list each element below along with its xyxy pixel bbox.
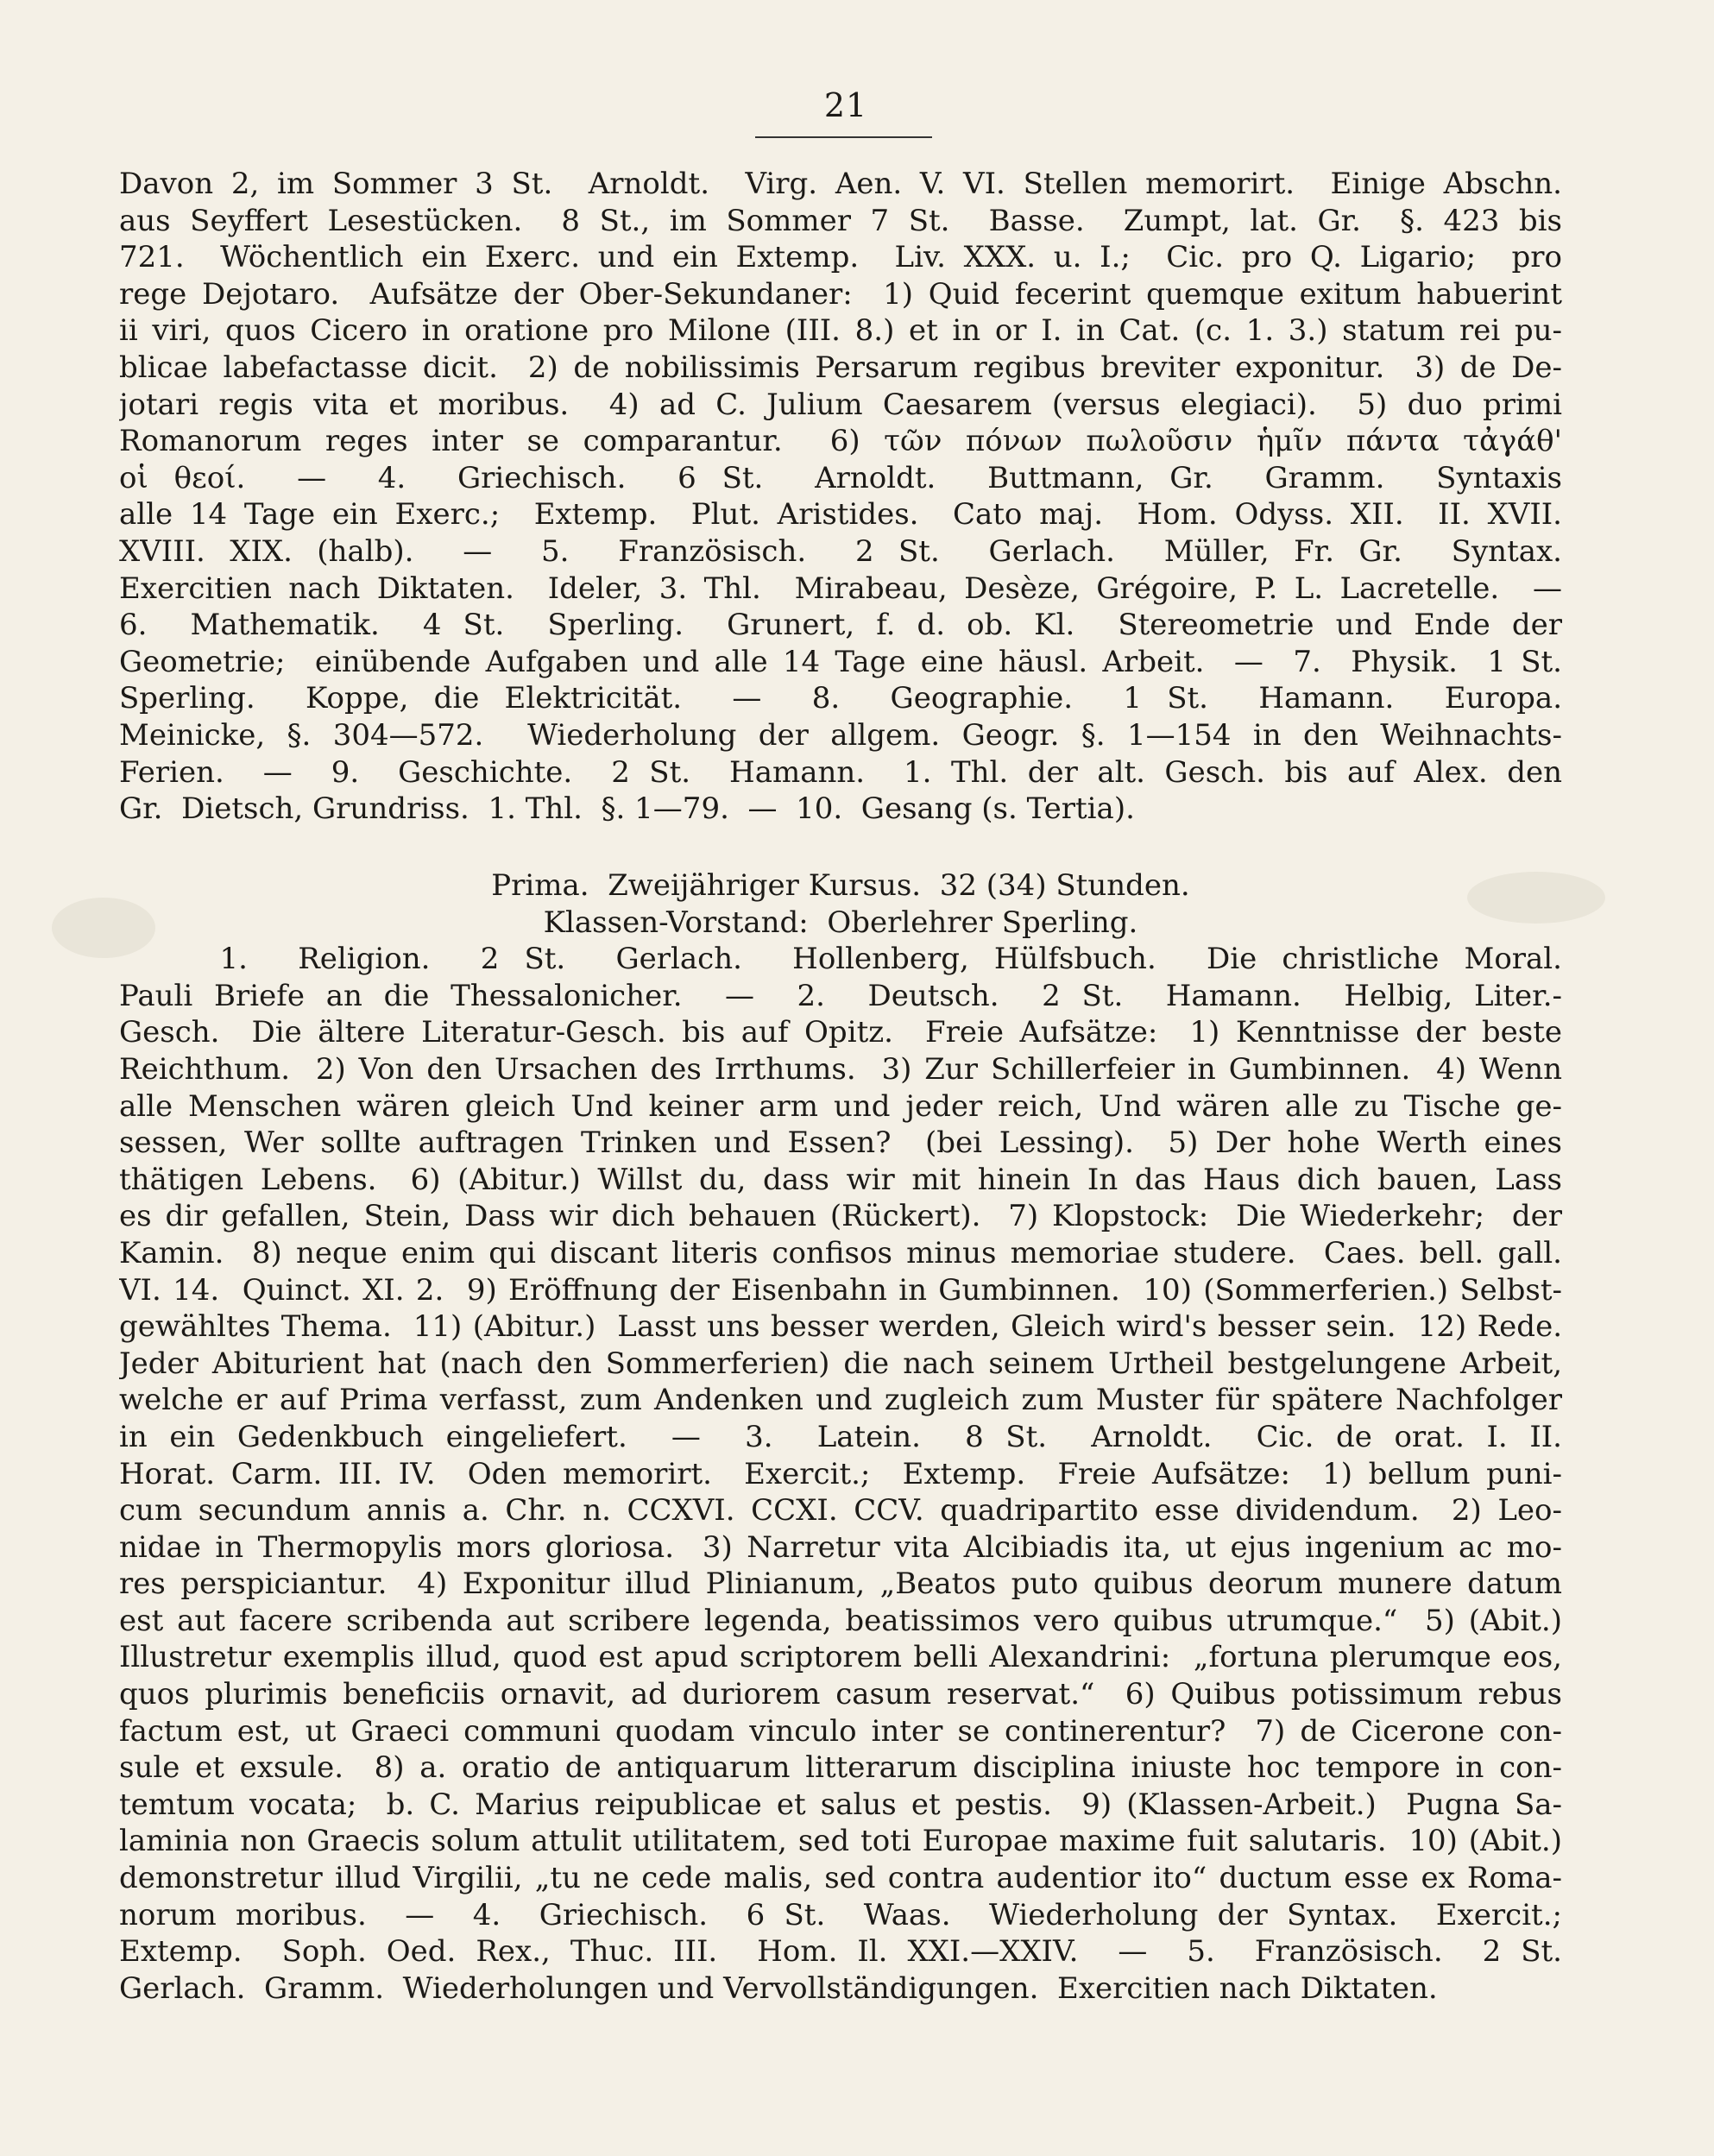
text-line: laminia non Graecis solum attulit utilitatem, sed toti Europae maxime fuit salutaris. 10) (Abit.) (119, 1824, 1562, 1859)
text-line: 6. Mathematik. 4 St. Sperling. Grunert, f. d. ob. Kl. Stereometrie und Ende der (119, 608, 1562, 643)
text-line: Geometrie; einübende Aufgaben und alle 14 Tage eine häusl. Arbeit. — 7. Physik. 1 St. (119, 644, 1562, 679)
text-line: sule et exsule. 8) a. oratio de antiquarum litterarum disciplina iniuste hoc tempore in con- (119, 1750, 1562, 1786)
text-line: gewähltes Thema. 11) (Abitur.) Lasst uns besser werden, Gleich wird's besser sein. 12) Rede. (119, 1309, 1562, 1345)
text-line: sessen, Wer sollte auftragen Trinken und Essen? (bei Lessing). 5) Der hohe Werth eines (119, 1125, 1562, 1161)
text-line: alle 14 Tage ein Exerc.; Extemp. Plut. Aristides. Cato maj. Hom. Odyss. XII. II. XVII. (119, 497, 1562, 533)
text-line: in ein Gedenkbuch eingeliefert. — 3. Latein. 8 St. Arnoldt. Cic. de orat. I. II. (119, 1419, 1562, 1454)
text-line: Ferien. — 9. Geschichte. 2 St. Hamann. 1. Thl. der alt. Gesch. bis auf Alex. den (119, 754, 1562, 790)
text-line: Davon 2, im Sommer 3 St. Arnoldt. Virg. Aen. V. VI. Stellen memorirt. Einige Abschn. (119, 167, 1562, 201)
text-line: 1. Religion. 2 St. Gerlach. Hollenberg, Hülfsbuch. Die christliche Moral. (119, 942, 1562, 977)
text-line: nidae in Thermopylis mors gloriosa. 3) Narretur vita Alcibiadis ita, ut ejus ingenium ac mo- (119, 1529, 1562, 1565)
text-line: Jeder Abiturient hat (nach den Sommerferien) die nach seinem Urtheil bestgelungene Arbeit, (119, 1346, 1562, 1381)
text-line: temtum vocata; b. C. Marius reipublicae et salus et pestis. 9) (Klassen-Arbeit.) Pugna Sa- (119, 1787, 1562, 1822)
curriculum-text-upper (119, 166, 1562, 828)
text-line: norum moribus. — 4. Griechisch. 6 St. Waas. Wiederholung der Syntax. Exercit.; (119, 1897, 1562, 1932)
text-line: Horat. Carm. III. IV. Oden memorirt. Exercit.; Extemp. Freie Aufsätze: 1) bellum puni- (119, 1456, 1562, 1491)
text-line: Extemp. Soph. Oed. Rex., Thuc. III. Hom. Il. XXI.—XXIV. — 5. Französisch. 2 St. (119, 1934, 1562, 1970)
text-line: cum secundum annis a. Chr. n. CCXVI. CCXI. CCV. quadripartito esse dividendum. 2) Leo- (119, 1493, 1562, 1529)
text-line: alle Menschen wären gleich Und keiner arm und jeder reich, Und wären alle zu Tische ge- (119, 1088, 1562, 1124)
text-line: Meinicke, §. 304—572. Wiederholung der allgem. Geogr. §. 1—154 in den Weihnachts- (119, 717, 1562, 753)
text-line: es dir gefallen, Stein, Dass wir dich behauen (Rückert). 7) Klopstock: Die Wiederkehr; der (119, 1199, 1562, 1234)
text-line: Gesch. Die ältere Literatur-Gesch. bis auf Opitz. Freie Aufsätze: 1) Kenntnisse der beste (119, 1015, 1562, 1050)
text-line: rege Dejotaro. Aufsätze der Ober-Sekundaner: 1) Quid fecerint quemque exitum habuerint (119, 276, 1562, 312)
prima-subheading: Klassen-Vorstand: Oberlehrer Sperling. (543, 905, 1138, 940)
text-line: VI. 14. Quinct. XI. 2. 9) Eröffnung der Eisenbahn in Gumbinnen. 10) (Sommerferien.) Selbst- (119, 1272, 1562, 1308)
text-line: Pauli Briefe an die Thessalonicher. — 2. Deutsch. 2 St. Hamann. Helbig, Liter.- (119, 978, 1562, 1013)
text-line: Gerlach. Gramm. Wiederholungen und Vervollständigungen. Exercitien nach Diktaten. (119, 1970, 1438, 2006)
text-line: factum est, ut Graeci communi quodam vinculo inter se continerentur? 7) de Cicerone con- (119, 1713, 1562, 1749)
prima-heading: Prima. Zweijähriger Kursus. 32 (34) Stunden. (491, 868, 1190, 903)
page-number-rule (755, 136, 932, 138)
text-line: thätigen Lebens. 6) (Abitur.) Willst du, dass wir mit hinein In das Haus dich bauen, Lass (119, 1162, 1562, 1197)
text-line: 721. Wöchentlich ein Exerc. und ein Extemp. Liv. XXX. u. I.; Cic. pro Q. Ligario; pro (119, 240, 1562, 275)
text-line: est aut facere scribenda aut scribere legenda, beatissimos vero quibus utrumque.“ 5) (Abit.) (119, 1603, 1562, 1638)
text-line: jotari regis vita et moribus. 4) ad C. Julium Caesarem (versus elegiaci). 5) duo primi (119, 387, 1562, 422)
text-line: Gr. Dietsch, Grundriss. 1. Thl. §. 1—79. — 10. Gesang (s. Tertia). (119, 791, 1135, 827)
page-number: 21 (823, 86, 868, 124)
text-line: Kamin. 8) neque enim qui discant literis confisos minus memoriae studere. Caes. bell. gall. (119, 1235, 1562, 1270)
text-line: XVIII. XIX. (halb). — 5. Französisch. 2 St. Gerlach. Müller, Fr. Gr. Syntax. (119, 533, 1562, 569)
text-line: res perspiciantur. 4) Exponitur illud Plinianum, „Beatos puto quibus deorum munere datum (119, 1567, 1562, 1602)
prima-section (119, 867, 1562, 2007)
text-line: blicae labefactasse dicit. 2) de nobilissimis Persarum regibus breviter exponitur. 3) de De- (119, 350, 1562, 385)
text-line: Sperling. Koppe, die Elektricität. — 8. Geographie. 1 St. Hamann. Europa. (119, 681, 1562, 716)
text-line: Reichthum. 2) Von den Ursachen des Irrthums. 3) Zur Schillerfeier in Gumbinnen. 4) Wenn (119, 1051, 1562, 1087)
text-line: οἱ θεοί. — 4. Griechisch. 6 St. Arnoldt. Buttmann, Gr. Gramm. Syntaxis (119, 460, 1562, 495)
text-line: welche er auf Prima verfasst, zum Andenken und zugleich zum Muster für spätere Nachfolger (119, 1383, 1562, 1418)
text-line: Illustretur exemplis illud, quod est apud scriptorem belli Alexandrini: „fortuna plerumque eos, (119, 1640, 1562, 1675)
text-line: demonstretur illud Virgilii, „tu ne cede malis, sed contra audentior ito“ ductum esse ex Roma- (119, 1861, 1562, 1896)
text-line: aus Seyffert Lesestücken. 8 St., im Sommer 7 St. Basse. Zumpt, lat. Gr. §. 423 bis (119, 203, 1562, 238)
text-line: Exercitien nach Diktaten. Ideler, 3. Thl. Mirabeau, Desèze, Grégoire, P. L. Lacretelle. — (119, 571, 1562, 606)
text-line: quos plurimis beneficiis ornavit, ad duriorem casum reservat.“ 6) Quibus potissimum rebus (119, 1677, 1562, 1712)
text-line: Romanorum reges inter se comparantur. 6) τῶν πόνων πωλοῦσιν ἡμῖν πάντα τἀγάθ' (119, 424, 1562, 459)
text-line: ii viri, quos Cicero in oratione pro Milone (III. 8.) et in or I. in Cat. (c. 1. 3.) statum rei pu- (119, 313, 1562, 349)
